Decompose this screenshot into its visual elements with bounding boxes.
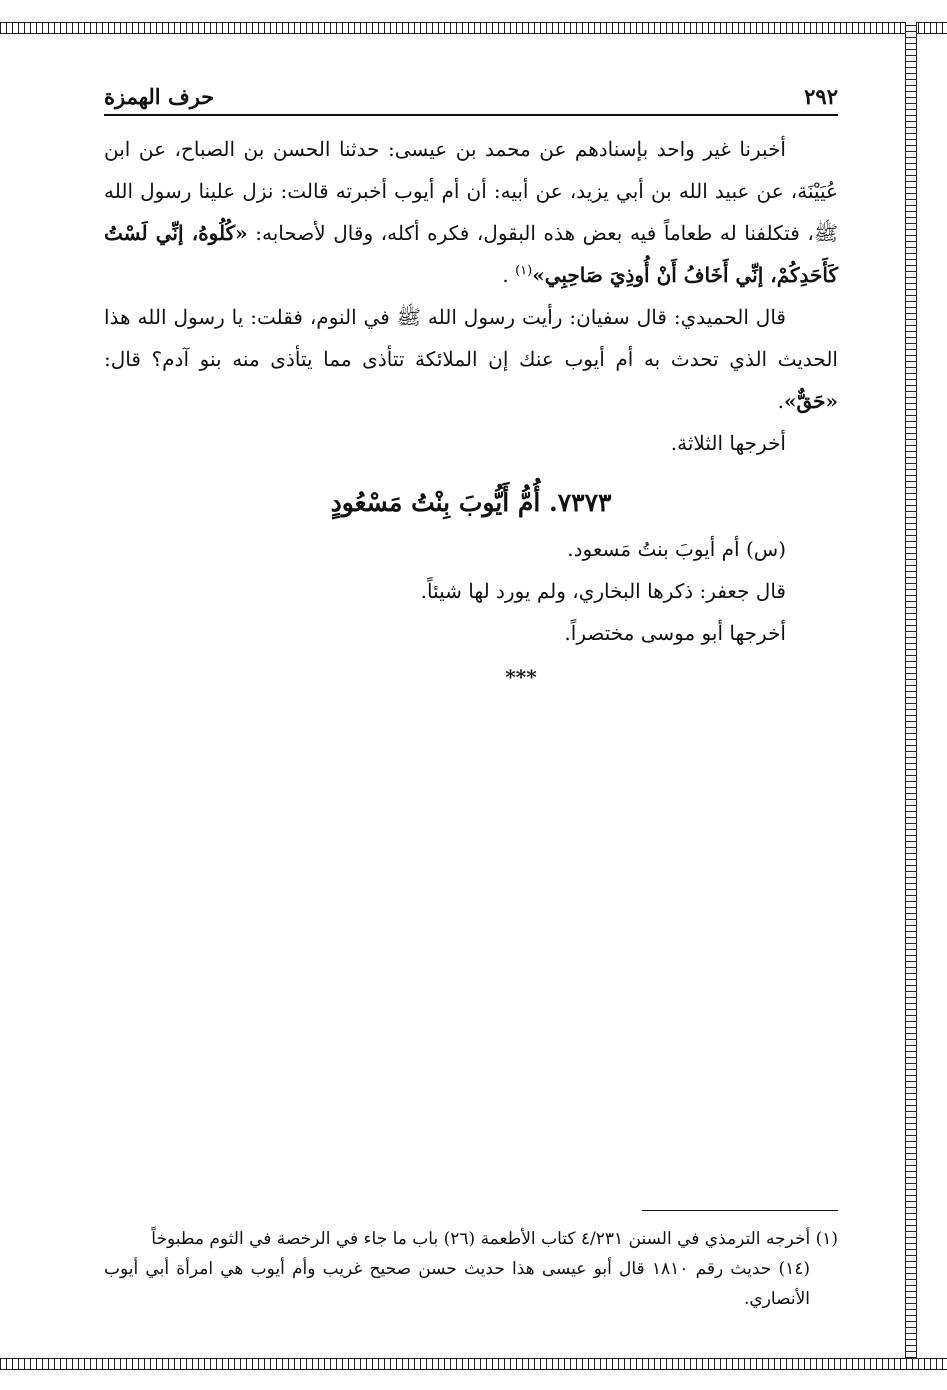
running-title: حرف الهمزة (104, 84, 215, 109)
paragraph-3: أخرجها الثلاثة. (670, 431, 786, 455)
page-number: ٢٩٢ (804, 84, 838, 109)
paragraph-1-text: أخبرنا غير واحد بإسنادهم عن محمد بن عيسى: حدثنا الحسن بن الصباح، عن ابن عُيَيْنَة، عن عبيد الله بن أبي يزيد، عن أبيه: أن أم أيوب أخبرته قالت: نزل علينا رسول الله ﷺ، فتكلفنا له طعاماً فيه بعض هذه البقول، فكره أكله، وقال لأصحابه: (104, 137, 839, 245)
entry-line-3: أخرجها أبو موسى مختصراً. (564, 621, 786, 645)
footnotes (104, 1224, 838, 1314)
paragraph-1 (104, 128, 838, 296)
decorative-border-top (0, 22, 947, 34)
decorative-border-bottom (0, 1358, 947, 1370)
footnote-ref-1: (١) (515, 263, 533, 279)
page-header (104, 84, 838, 116)
page-body (104, 128, 838, 698)
footnote-1-line-2: (١٤) حديث رقم ١٨١٠ قال أبو عيسى هذا حديث حسن صحيح غريب وأم أيوب هي امرأة أبي أيوب الأنصاري. (104, 1259, 810, 1309)
paragraph-1-quote: «كُلُوهُ، إنِّي لَسْتُ كَأَحَدِكُمْ، إنِّي أَخَافُ أَنْ أُوذِيَ صَاحِبِي» (104, 221, 838, 287)
entry-title: ٧٣٧٣. أُمُّ أَيُّوبَ بِنْتُ مَسْعُودٍ (330, 488, 612, 517)
paragraph-2-text: قال الحميدي: قال سفيان: رأيت رسول الله ﷺ في النوم، فقلت: يا رسول الله هذا الحديث الذي تحدث به أم أيوب عنك إن الملائكة تتأذى مما يتأذى منه بنو آدم؟ قال: (104, 305, 838, 371)
footnote-divider (642, 1210, 838, 1211)
paragraph-2-quote: «حَقٌّ» (783, 389, 838, 413)
paragraph-2-end: . (777, 389, 784, 413)
section-separator: *** (505, 665, 537, 689)
footnote-1-line-1: (١) أخرجه الترمذي في السنن ٤/٢٣١ كتاب الأطعمة (٢٦) باب ما جاء في الرخصة في الثوم مطبوخاً (151, 1229, 838, 1249)
decorative-border-right (905, 22, 917, 1370)
paragraph-2 (104, 296, 838, 422)
paragraph-1-end: . (502, 263, 509, 287)
entry-line-1: (س) أم أيوبَ بنتُ مَسعود. (567, 537, 786, 561)
entry-line-2: قال جعفر: ذكرها البخاري، ولم يورد لها شيئاً. (420, 579, 786, 603)
